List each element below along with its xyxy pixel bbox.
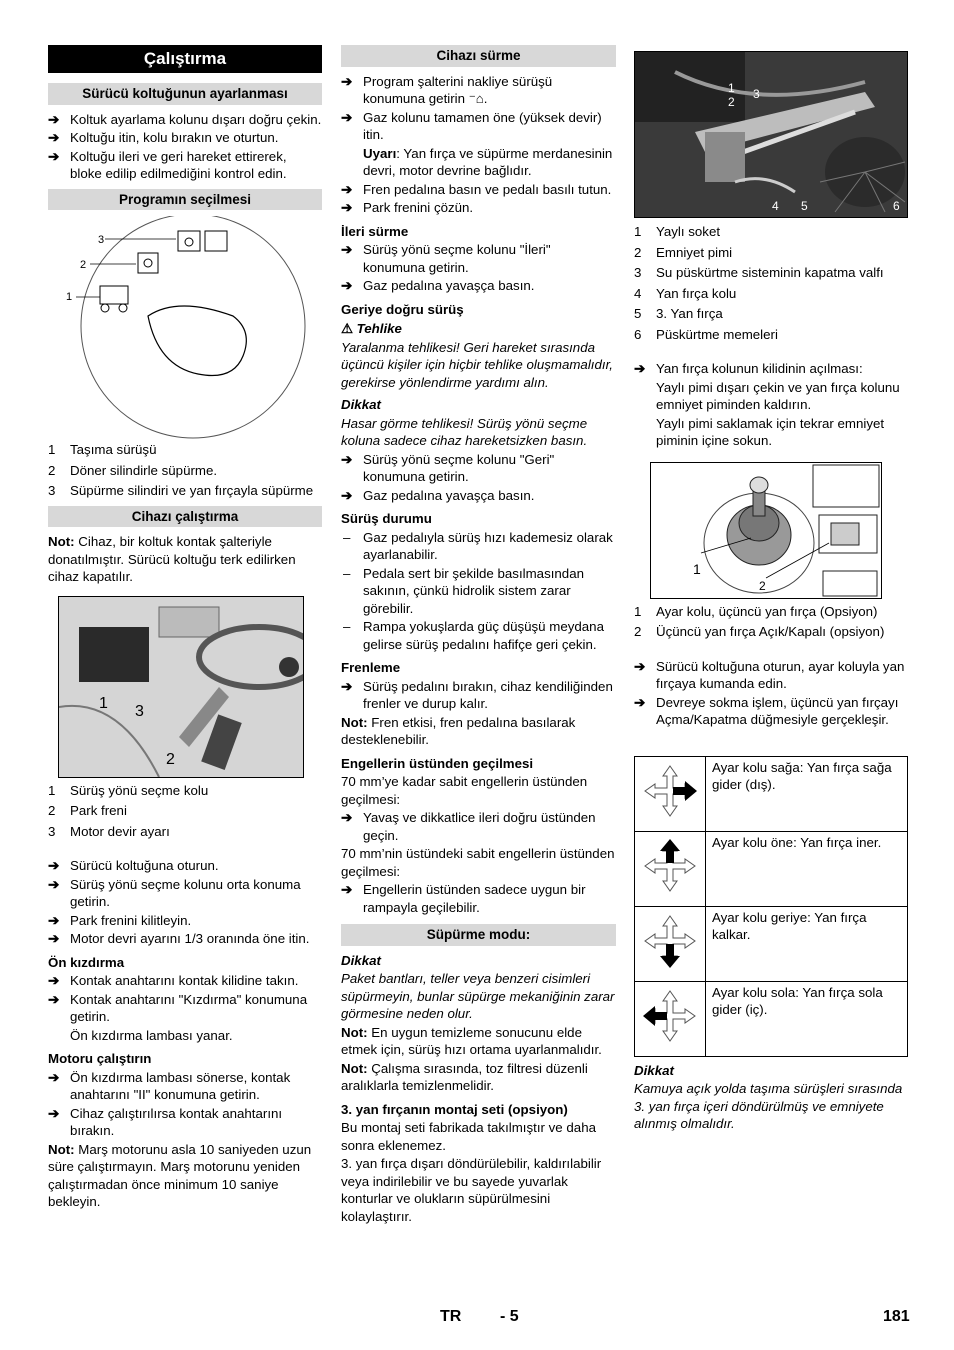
list-item: ➔ Gaz pedalına yavaşça basın. [341, 487, 535, 503]
photo-label-6: 6 [893, 199, 900, 213]
list-item: ➔ Gaz kolunu tamamen öne (yüksek devir) itin. [341, 109, 602, 142]
dial-label-2: 2 [80, 259, 87, 271]
caution-heading: Dikkat [634, 1062, 674, 1078]
list-item: ➔ Kontak anahtarını kontak kilidine takın. [48, 973, 299, 988]
arrow-left-icon [635, 981, 706, 1056]
list-item: ➔ Sürüş yönü seçme kolunu "Geri" konumuna getirin. [341, 451, 555, 484]
subheading-obstacles: Engellerin üstünden geçilmesi [341, 755, 534, 771]
photo-label-4: 4 [772, 199, 779, 213]
subheading-reverse: Geriye doğru sürüş [341, 301, 464, 317]
column-2 [341, 45, 616, 1226]
danger-heading: ⚠ Tehlike [341, 321, 402, 336]
dashboard-photo-illustration [59, 597, 303, 777]
subheading-braking: Frenleme [341, 660, 401, 675]
side-brush-photo-illustration [635, 52, 907, 217]
list-item: ➔ Devreye sokma işlem, üçüncü yan fırçayı Açma/Kapatma düğmesiyle gerçekleşir. [634, 694, 899, 727]
heading-operate: Cihazı çalıştırma [48, 506, 322, 528]
caution-text: Paket bantları, teller veya benzeri cisimleri süpürmeyin, bunlar süpürge mekaniğinin zarar görmesine neden olur. [341, 971, 615, 1021]
arrow-up-icon [635, 831, 706, 906]
side-brush-photo [634, 51, 908, 218]
legend-item: 2 Üçüncü yan fırça Açık/Kapalı (opsiyon) [634, 624, 885, 639]
list-item: ➔ Cihaz çalıştırılırsa kontak anahtarını bırakın. [48, 1105, 283, 1138]
heading-sweep-mode: Süpürme modu: [341, 924, 616, 946]
table-row [635, 756, 908, 831]
subheading-preheat: Ön kızdırma [48, 954, 125, 970]
legend-item: 2 Döner silindirle süpürme. [48, 462, 218, 478]
warning-triangle-icon: ⚠ [341, 321, 353, 336]
legend-item: 3 Süpürme silindiri ve yan fırçayla süpürme [48, 483, 314, 498]
list-item: ➔ Koltuk ayarlama kolunu dışarı doğru çekin. [48, 111, 322, 127]
list-item: ➔ Sürücü koltuğuna oturun, ayar koluyla yan fırçaya kumanda edin. [634, 658, 905, 691]
list-item: ➔ Fren pedalına basın ve pedalı basılı tutun. [341, 181, 612, 197]
arrow-right-icon [635, 756, 706, 831]
legend-item: 3 Motor devir ayarı [48, 823, 170, 839]
table-row [635, 906, 908, 981]
list-item: ➔ Engellerin üstünden sadece uygun bir rampayla geçilebilir. [341, 882, 586, 915]
photo-label-5: 5 [801, 199, 808, 213]
footer-section-page: - 5 [500, 1308, 519, 1325]
dial-label-1: 1 [66, 291, 73, 303]
joystick-direction-table [634, 756, 908, 1057]
photo-label-1: 1 [728, 81, 735, 95]
list-item: ➔ Motor devri ayarını 1/3 oranında öne itin. [48, 931, 310, 946]
subheading-start-engine: Motoru çalıştırın [48, 1051, 152, 1066]
danger-text: Yaralanma tehlikesi! Geri hareket sırasında üçüncü kişiler için hiçbir tehlike oluşmamalıdır, gerekirse yönlendirme yardımı alın. [341, 339, 613, 390]
paragraph: 3. yan fırça dışarı döndürülebilir, kaldırılabilir veya indirilebilir ve bu sayede yuvarlak konturlar ve olukların süpürülmesini kolaylaştırır. [341, 1156, 602, 1224]
result-text: Ön kızdırma lambası yanar. [70, 1027, 233, 1043]
section-title: Çalıştırma [48, 45, 322, 73]
direction-text: Ayar kolu sola: Yan fırça sola gider (iç). [706, 981, 908, 1056]
list-item: ➔ Park frenini çözün. [341, 200, 474, 215]
joystick-figure [650, 462, 882, 599]
photo-label-2: 2 [166, 750, 175, 768]
list-item: ➔ Koltuğu ileri ve geri hareket ettirerek, bloke edilip edilmediğini kontrol edin. [48, 148, 287, 181]
program-dial-figure [48, 216, 322, 441]
photo-label-2: 2 [728, 95, 735, 109]
table-row [635, 831, 908, 906]
legend-item: 3 Su püskürtme sisteminin kapatma valfı [634, 265, 884, 280]
list-item: ➔ Gaz pedalına yavaşça basın. [341, 278, 535, 293]
note: Not: En uygun temizleme sonucunu elde etmek için, sürüş hızı ortama uyarlanmalıdır. [341, 1024, 602, 1057]
list-item: ➔ Yavaş ve dikkatlice ileri doğru üstünden geçin. [341, 810, 596, 843]
program-dial-illustration [48, 216, 322, 441]
photo-label-1: 1 [99, 694, 108, 712]
column-1 [48, 45, 322, 1212]
list-item: ➔ Sürüş pedalını bırakın, cihaz kendiliğinden frenler ve durup kalır. [341, 678, 613, 711]
note: Not: Çalışma sırasında, toz filtresi düzenli aralıklarla temizlenmelidir. [341, 1060, 588, 1093]
list-item: ➔ Sürücü koltuğuna oturun. [48, 858, 219, 873]
paragraph: Yaylı pimi saklamak için tekrar emniyet piminin içine sokun. [656, 415, 885, 448]
transport-icon: ⁻⌂. [468, 91, 488, 106]
heading-driving: Cihazı sürme [341, 45, 616, 67]
note: Not: Marş motorunu asla 10 saniyeden uzun süre çalıştırmayın. Marş motorunu yeniden çalıştırmadan önce minimum 10 saniye bekleyin. [48, 1141, 312, 1209]
paragraph: 70 mm’nin üstündeki sabit engellerin üstünden geçilmesi: [341, 846, 615, 879]
direction-text: Ayar kolu öne: Yan fırça iner. [706, 831, 908, 906]
list-item: ➔ Sürüş yönü seçme kolunu orta konuma getirin. [48, 876, 301, 909]
caution-heading: Dikkat [341, 397, 381, 412]
list-item: – Pedala sert bir şekilde basılmasından sakının, çünkü hidrolik sistem zarar görebilir. [343, 565, 584, 616]
legend-item: 5 3. Yan fırça [634, 306, 723, 321]
legend-item: 1 Yaylı soket [634, 224, 721, 239]
list-item: ➔ Sürüş yönü seçme kolunu "İleri" konumuna getirin. [341, 242, 551, 275]
photo-label-3: 3 [753, 87, 760, 101]
photo-label-3: 3 [135, 702, 144, 720]
list-item: – Gaz pedalıyla sürüş hızı kademesiz olarak ayarlanabilir. [343, 529, 613, 562]
note: Not: Cihaz, bir koltuk kontak şalteriyle donatılmıştır. Sürücü koltuğu terk edilirken cihaz kapatılır. [48, 534, 296, 584]
footer-page-number: 181 [883, 1308, 910, 1325]
list-item: ➔ Program şalterini nakliye sürüşü konumuna getirin ⁻⌂. [341, 73, 553, 106]
subheading-forward: İleri sürme [341, 223, 409, 239]
column-3 [634, 45, 908, 1134]
heading-program: Programın seçilmesi [48, 189, 322, 211]
list-item: ➔ Kontak anahtarını "Kızdırma" konumuna getirin. [48, 991, 308, 1024]
caution-text: Hasar görme tehlikesi! Sürüş yönü seçme koluna sadece cihaz hareketsizken basın. [341, 415, 588, 448]
joystick-label-1: 1 [693, 560, 701, 577]
dashboard-photo [58, 596, 304, 778]
legend-item: 2 Emniyet pimi [634, 244, 733, 260]
list-item: ➔ Ön kızdırma lambası sönerse, kontak anahtarını "II" konumuna getirin. [48, 1069, 291, 1102]
joystick-label-2: 2 [759, 578, 766, 593]
legend-item: 6 Püskürtme memeleri [634, 326, 778, 342]
warning-text: Uyarı: Yan fırça ve süpürme merdanesinin devri, motor devrine bağlıdır. [363, 145, 613, 178]
legend-item: 4 Yan fırça kolu [634, 285, 737, 301]
subheading-side-brush-kit: 3. yan fırçanın montaj seti (opsiyon) [341, 1101, 568, 1117]
arrow-down-icon [635, 906, 706, 981]
legend-item: 1 Sürüş yönü seçme kolu [48, 782, 209, 798]
legend-item: 1 Ayar kolu, üçüncü yan fırça (Opsiyon) [634, 603, 878, 619]
list-item: ➔ Koltuğu itin, kolu bırakın ve oturtun. [48, 130, 279, 145]
list-item: ➔ Park frenini kilitleyin. [48, 912, 192, 928]
paragraph: Bu montaj seti fabrikada takılmıştır ve daha sonra eklenemez. [341, 1120, 596, 1153]
direction-text: Ayar kolu geriye: Yan fırça kalkar. [706, 906, 908, 981]
table-row [635, 981, 908, 1056]
heading-seat: Sürücü koltuğunun ayarlanması [48, 83, 322, 105]
joystick-illustration [651, 463, 881, 598]
list-item: – Rampa yokuşlarda güç düşüşü meydana gelirse sürüş pedalını hafifçe geri çekin. [343, 619, 604, 652]
subheading-drive-mode: Sürüş durumu [341, 511, 432, 526]
footer-language: TR [440, 1308, 462, 1325]
note: Not: Fren etkisi, fren pedalına basılarak desteklenebilir. [341, 714, 576, 747]
paragraph: Yaylı pimi dışarı çekin ve yan fırça kolunu emniyet piminden kaldırın. [656, 379, 900, 412]
legend-item: 2 Park freni [48, 803, 127, 818]
dial-label-3: 3 [98, 234, 105, 246]
caution-text: Kamuya açık yolda taşıma sürüşleri sırasında 3. yan fırça içeri döndürülmüş ve emniyete alınmış olmalıdır. [634, 1081, 903, 1131]
caution-heading: Dikkat [341, 952, 381, 968]
direction-text: Ayar kolu sağa: Yan fırça sağa gider (dış). [706, 756, 908, 831]
list-item: ➔ Yan fırça kolunun kilidinin açılması: [634, 361, 863, 376]
paragraph: 70 mm’ye kadar sabit engellerin üstünden geçilmesi: [341, 774, 588, 807]
legend-item: 1 Taşıma sürüşü [48, 442, 157, 457]
